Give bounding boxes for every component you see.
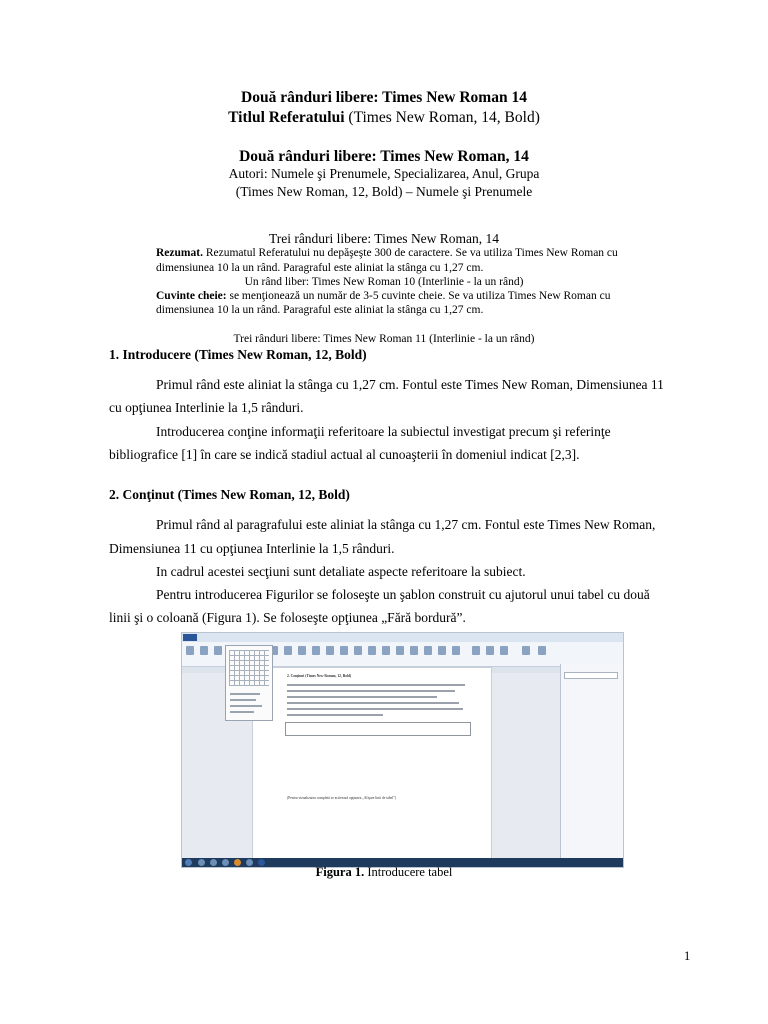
section-1-p2-line-2: bibliografice [1] în care se indică stadiul actual al cunoaşterii în domeniul indicat [2,3]. [109,447,580,462]
header-line-1: Două rânduri libere: Times New Roman 14 [241,89,527,106]
figure-document-page [252,667,492,859]
figure-table-dropdown [225,645,273,721]
figure-inner-heading: 2. Conţinut (Times New Roman, 12, Bold) [287,674,352,678]
section-1-p1-line-1: Primul rând este aliniat la stânga cu 1,27 cm. Fontul este Times New Roman, Dimensiunea 11 [156,377,664,392]
keywords-line-2: dimensiunea 10 la un rând. Paragraful este aliniat la stânga cu 1,27 cm. [156,304,484,316]
section-2-heading: 2. Conţinut (Times New Roman, 12, Bold) [109,487,350,502]
figure-1-screenshot [181,632,624,868]
keywords-label: Cuvinte cheie: [156,290,227,302]
figure-caption-text: Introducere tabel [364,865,453,879]
abstract-text-1: Rezumatul Referatului nu depăşeşte 300 de caractere. Se va utiliza Times New Roman cu [202,247,618,259]
title-rest: (Times New Roman, 14, Bold) [344,109,540,126]
free-lines-note: Trei rânduri libere: Times New Roman 11 (Interlinie - la un rând) [233,333,535,345]
title-bold: Titlul Referatului [228,109,345,126]
abstract-line-2: dimensiunea 10 la un rând. Paragraful este aliniat la stânga cu 1,27 cm. [156,262,484,274]
authors-line-2: (Times New Roman, 12, Bold) – Numele şi Prenumele [235,184,533,199]
abstract-line-1 [156,247,618,259]
figure-caption-label: Figura 1. [315,865,365,879]
figure-table-grid [229,650,269,686]
abstract-label: Rezumat. [156,247,203,259]
figure-table-outline [285,722,471,736]
figure-side-pane [560,664,623,858]
figure-inner-note: (Pentru vizualizarea completă se activează opţiunea „Afişare linii de tabel”) [287,796,397,800]
figure-caption [0,865,768,880]
section-2-p2: In cadrul acestei secţiuni sunt detaliate aspecte referitoare la subiect. [156,564,526,579]
page-number: 1 [684,949,691,963]
figure-file-tab [183,634,197,641]
section-1-p2-line-1: Introducerea conţine informaţii referitoare la subiectul investigat precum şi referinţe [156,424,611,439]
section-1-p1-line-2: cu opţiunea Interlinie la 1,5 rânduri. [109,400,304,415]
section-2-p3-line-2: linii şi o coloană (Figura 1). Se foloseşte opţiunea „Fără bordură”. [109,610,466,625]
section-1-heading: 1. Introducere (Times New Roman, 12, Bold) [109,347,367,362]
keywords-line-1 [156,290,610,302]
authors-line-1: Autori: Numele şi Prenumele, Specializarea, Anul, Grupa [228,166,540,181]
section-2-p1-line-1: Primul rând al paragrafului este aliniat la stânga cu 1,27 cm. Fontul este Times New Roman, [156,517,656,532]
header-line-3: Două rânduri libere: Times New Roman, 14 [239,148,529,165]
section-2-p3-line-1: Pentru introducerea Figurilor se foloseşte un şablon construit cu ajutorul unui tabel cu două [156,587,650,602]
figure-ribbon-tabs [182,633,623,642]
header-line-6: Trei rânduri libere: Times New Roman, 14 [268,231,500,246]
section-2-p1-line-2: Dimensiunea 11 cu opţiunea Interlinie la 1,5 rânduri. [109,541,395,556]
title-line [0,109,768,127]
keywords-text-1: se menţionează un număr de 3-5 cuvinte cheie. Se va utiliza Times New Roman cu [226,290,611,302]
abstract-free-line: Un rând liber: Times New Roman 10 (Interlinie - la un rând) [244,276,524,288]
